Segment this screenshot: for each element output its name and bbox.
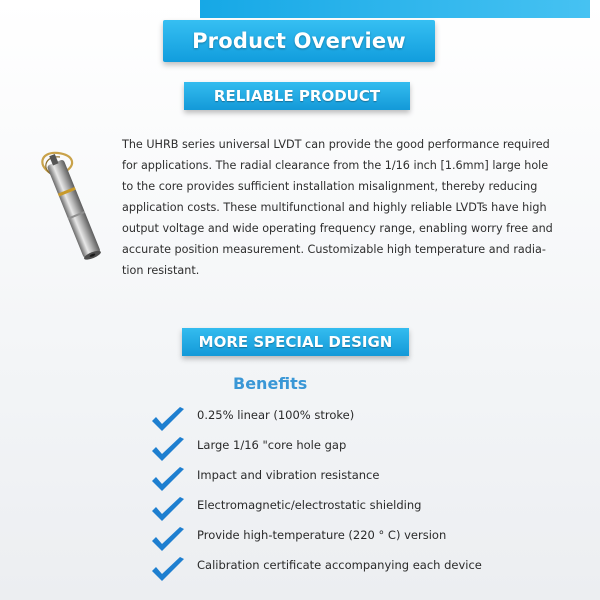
checkmark-icon [150,526,186,554]
benefit-item [150,432,550,462]
page-title: Product Overview [163,20,435,62]
lvdt-sensor-icon [30,145,116,263]
benefits-list [150,402,550,582]
benefit-item [150,492,550,522]
benefit-text: Impact and vibration resistance [197,468,380,482]
checkmark-icon [150,466,186,494]
benefit-text: Electromagnetic/electrostatic shielding [197,498,422,512]
product-description: The UHRB series universal LVDT can provide the good performance required for applications. The radial clearance from the 1/16 inch [1.6mm] large hole to the core provides sufficient installation misalignment, thereby reducing application costs. These multifunctional and highly reliable LVDTs have high output voltage and wide operating frequency range, enabling worry free and accurate position measurement. Customizable high temperature and radia- tion resistant. [122,138,553,277]
reliable-product-banner: RELIABLE PRODUCT [184,82,410,110]
benefit-text: Provide high-temperature (220 ° C) version [197,528,447,542]
checkmark-icon [150,556,186,584]
benefit-item [150,402,550,432]
benefit-item [150,462,550,492]
benefit-text: Large 1/16 "core hole gap [197,438,347,452]
checkmark-icon [150,406,186,434]
benefit-item [150,552,550,582]
benefit-text: 0.25% linear (100% stroke) [197,408,355,422]
top-decorative-stripe [200,0,590,18]
benefits-title: Benefits [233,374,308,393]
checkmark-icon [150,496,186,524]
checkmark-icon [150,436,186,464]
more-special-design-banner: MORE SPECIAL DESIGN [182,328,409,356]
benefit-text: Calibration certificate accompanying each device [197,558,482,572]
benefit-item [150,522,550,552]
